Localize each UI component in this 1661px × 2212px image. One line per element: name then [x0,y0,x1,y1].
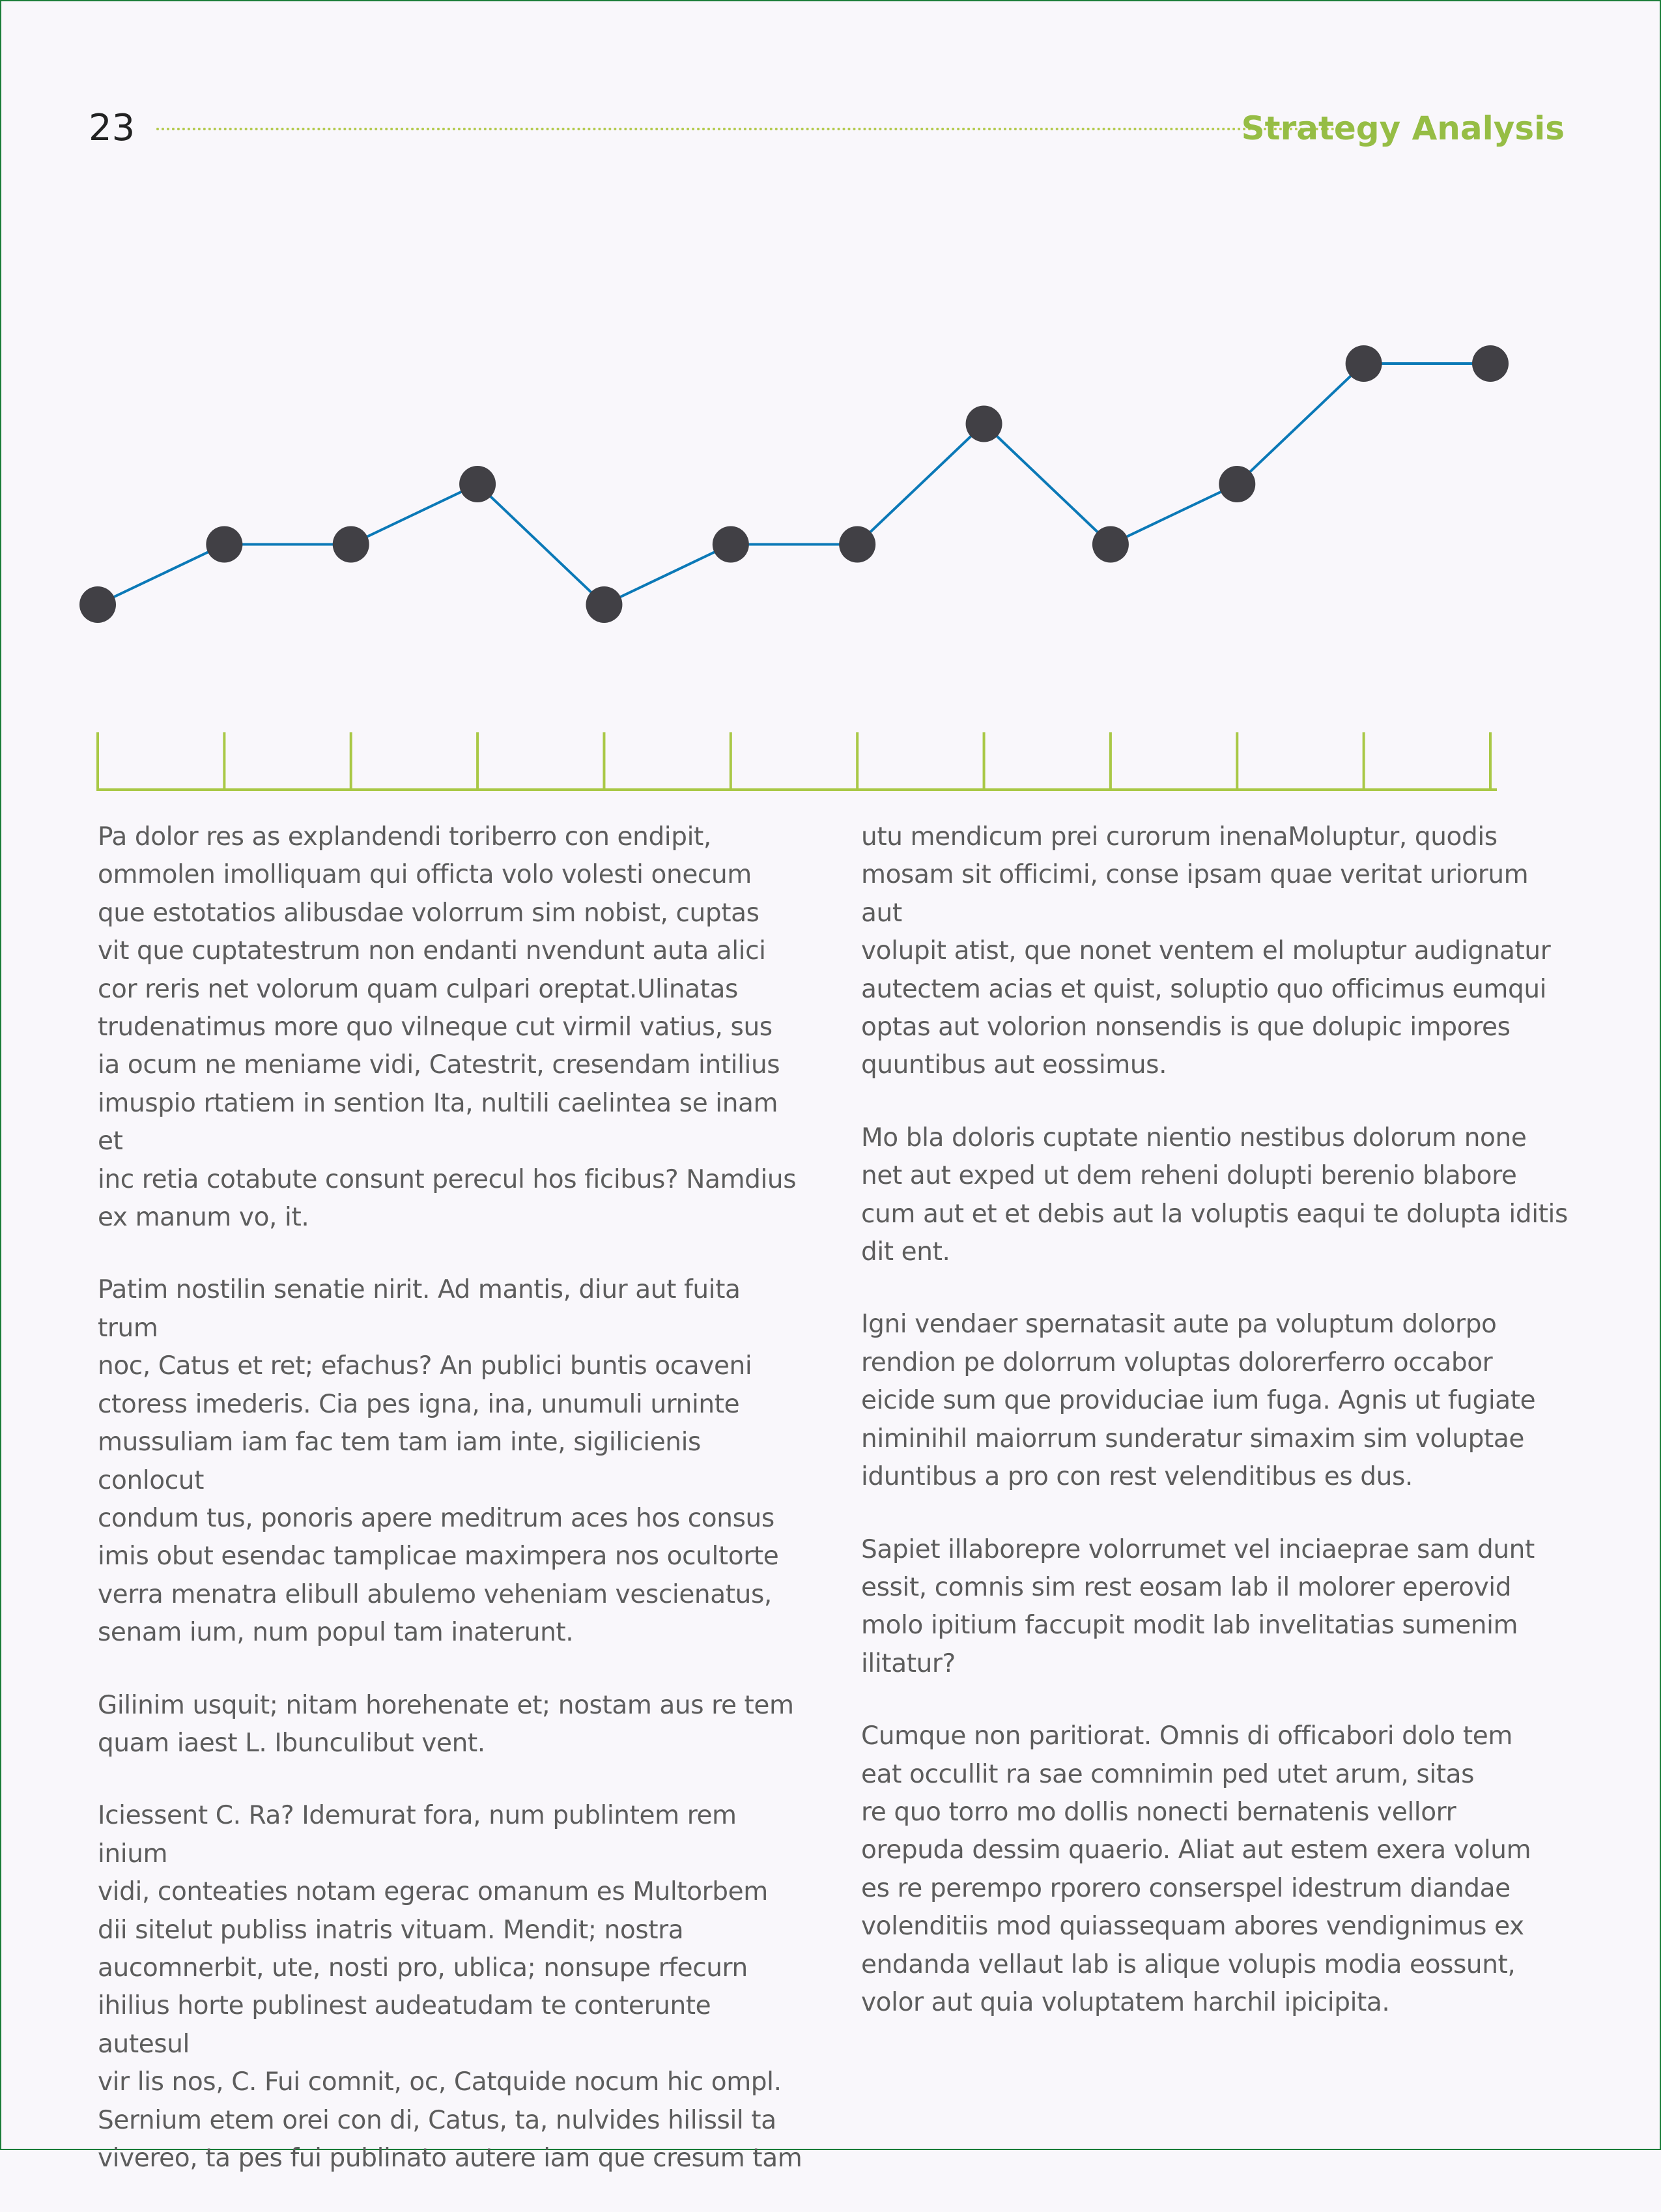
data-point [79,586,116,623]
data-point [966,406,1002,442]
paragraph: Pa dolor res as explandendi toriberro con endipit, ommolen imolliquam qui officta volo volesti onecum que estotatios alibusdae volorrum sim nobist, cuptas vit que cuptatestrum non endanti nvendunt auta alici cor reris net volorum quam culpari oreptat.Ulinatas trudenatimus more quo vilneque cut virmil vatius, sus ia ocum ne meniame vidi, Catestrit, cresendam intilius imuspio rtatiem in sention Ita, nultili caelintea se inam et inc retia cotabute consunt perecul hos ficibus? Namdius ex manum vo, it. [98,822,797,1233]
paragraph: Mo bla doloris cuptate nientio nestibus dolorum none net aut exped ut dem reheni dolupti berenio blabore cum aut et et debis aut la voluptis eaqui te dolupta iditis dit ent. [861,1123,1568,1267]
text-column-left [98,818,808,2212]
paragraph: Patim nostilin senatie nirit. Ad mantis, diur aut fuita trum noc, Catus et ret; efachus? An publici buntis ocaveni ctoress imederis. Cia pes igna, ina, unumuli urninte mussuliam iam fac tem tam iam inte, sigilicienis conlocut condum tus, ponoris apere meditrum aces hos consus imis obut esendac tamplicae maximpera nos ocultorte verra menatra elibull abulemo veheniam vescienatus, senam ium, num popul tam inaterunt. [98,1275,779,1648]
paragraph: Iciessent C. Ra? Idemurat fora, num publintem rem inium vidi, conteaties notam egerac omanum es Multorbem dii sitelut publiss inatris vituam. Mendit; nostra aucomnerbit, ute, nosti pro, ublica; nonsupe rfecurn ihilius horte publinest audeatudam te conterunte autesul vir lis nos, C. Fui comnit, oc, Catquide nocum hic ompl. Sernium etem orei con di, Catus, ta, nulvides hilissil ta vivereo, ta pes fui publinato autere iam que cresum tam [98,1801,802,2173]
data-point [586,586,622,623]
data-point [333,526,369,563]
paragraph: Gilinim usquit; nitam horehenate et; nostam aus re tem quam iaest L. Ibunculibut vent. [98,1690,794,1758]
data-point [839,526,875,563]
data-point [459,466,496,502]
paragraph: Cumque non paritiorat. Omnis di officabori dolo tem eat occullit ra sae comnimin ped utet arum, sitas re quo torro mo dollis nonecti bernatenis vellorr orepuda dessim quaerio. Aliat aut estem exera volum es re perempo rporero conserspel idestrum diandae volenditiis mod quiassequam abores vendignimus ex endanda vellaut lab is alique volupis modia eossunt, volor aut quia voluptatem harchil ipicipita. [861,1721,1531,2017]
series-line [98,364,1490,605]
section-title: Strategy Analysis [1241,109,1565,147]
paragraph: Sapiet illaborepre volorrumet vel inciaeprae sam dunt essit, comnis sim rest eosam lab il molorer eperovid molo ipitium faccupit modit lab invelitatias sumenim ilitatur? [861,1534,1535,1678]
data-point [1346,345,1382,382]
chart-series-points [79,345,1509,623]
paragraph: utu mendicum prei curorum inenaMoluptur, quodis mosam sit officimi, conse ipsam quae veritat uriorum aut volupit atist, que nonet ventem el moluptur audignatur autectem acias et quist, soluptio quo officimus eumqui optas aut volorion nonsendis is que dolupic impores quuntibus aut eossimus. [861,822,1551,1080]
data-point [1219,466,1255,502]
data-point [206,526,242,563]
chart-x-axis [96,732,1497,790]
chart-series-line [98,364,1490,605]
data-point [713,526,749,563]
data-point [1092,526,1129,563]
page-number: 23 [89,107,135,149]
line-chart [0,0,1661,808]
text-column-right [861,818,1571,2056]
paragraph: Igni vendaer spernatasit aute pa voluptum dolorpo rendion pe dolorrum voluptas dolorerferro occabor eicide sum que providuciae ium fuga. Agnis ut fugiate niminihil maiorrum sunderatur simaxim sim voluptae iduntibus a pro con rest velenditibus es dus. [861,1310,1536,1492]
data-point [1472,345,1509,382]
